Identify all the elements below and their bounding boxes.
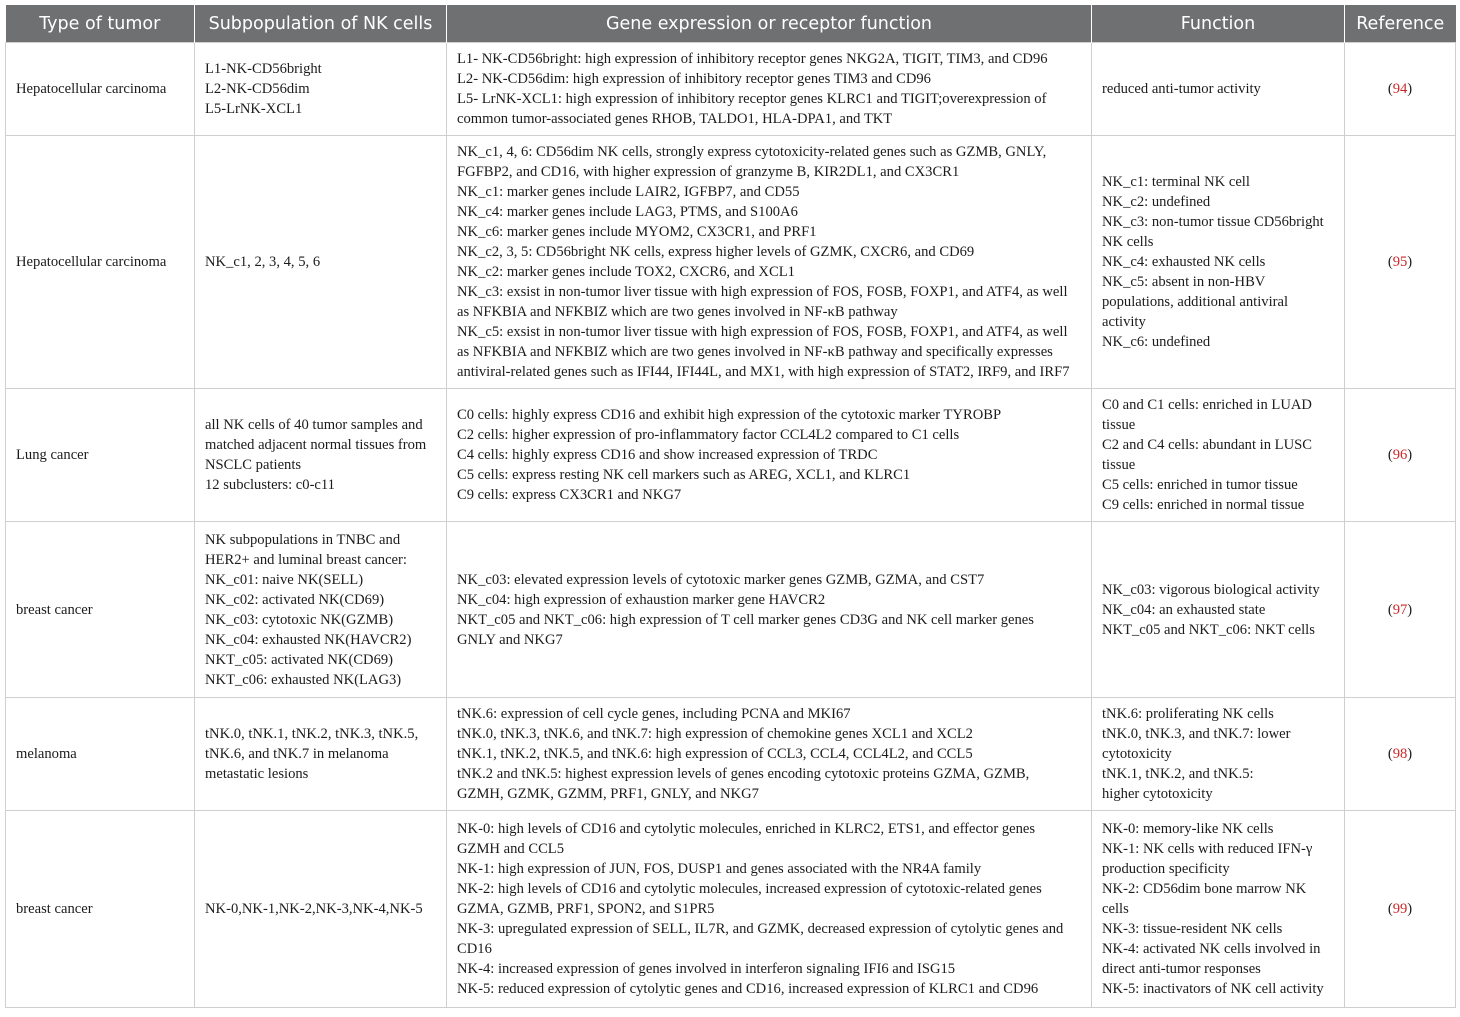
reference-link[interactable]: 94 — [1392, 81, 1408, 97]
subpopulation-line: matched adjacent normal tissues from — [205, 437, 427, 453]
header-row — [6, 5, 1456, 43]
function-line: NK_c5: absent in non-HBV — [1102, 274, 1266, 290]
function-cell — [1092, 698, 1345, 811]
gene-expression-line: NK_c5: exsist in non-tumor liver tissue with high expression of FOS, FOSB, FOXP1, and ATF4, as well — [457, 324, 1068, 340]
subpopulation-line: tNK.6, and tNK.7 in melanoma — [205, 746, 389, 762]
gene-expression-line: C5 cells: express resting NK cell markers such as AREG, XCL1, and KLRC1 — [457, 467, 911, 483]
function-line: NK_c2: undefined — [1102, 194, 1211, 210]
gene-expression-cell — [447, 389, 1092, 522]
gene-expression-line: NK_c6: marker genes include MYOM2, CX3CR1, and PRF1 — [457, 224, 817, 240]
gene-expression-line: NK-5: reduced expression of cytolytic genes and CD16, increased expression of KLRC1 and CD96 — [457, 981, 1039, 997]
gene-expression-line: common tumor-associated genes RHOB, TALDO1, HLA-DPA1, and TKT — [457, 111, 893, 127]
subpopulation-line: L1-NK-CD56bright — [205, 61, 322, 77]
reference-cell: (99) — [1345, 811, 1456, 1008]
table-row — [6, 389, 1456, 522]
gene-expression-line: NK_c3: exsist in non-tumor liver tissue with high expression of FOS, FOSB, FOXP1, and ATF4, as well — [457, 284, 1068, 300]
subpopulation-line: L5-LrNK-XCL1 — [205, 101, 303, 117]
function-line: NK-0: memory-like NK cells — [1102, 821, 1274, 837]
reference-cell: (94) — [1345, 43, 1456, 136]
gene-expression-line: GZMA, GZMB, PRF1, SPON2, and S1PR5 — [457, 901, 715, 917]
header-type-of-tumor: Type of tumor — [6, 5, 195, 43]
gene-expression-line: GZMH, GZMK, GZMM, PRF1, GNLY, and NKG7 — [457, 786, 759, 802]
function-line: populations, additional antiviral — [1102, 294, 1289, 310]
gene-expression-line: NK-2: high levels of CD16 and cytolytic molecules, increased expression of cytotoxic-related genes — [457, 881, 1042, 897]
function-line: NK_c6: undefined — [1102, 334, 1211, 350]
function-line: activity — [1102, 314, 1146, 330]
tumor-type-cell: breast cancer — [6, 811, 195, 1008]
function-line: production specificity — [1102, 861, 1230, 877]
gene-expression-line: L5- LrNK-XCL1: high expression of inhibitory receptor genes KLRC1 and TIGIT;overexpression of — [457, 91, 1047, 107]
reference-cell: (98) — [1345, 698, 1456, 811]
function-line: NK_c4: exhausted NK cells — [1102, 254, 1266, 270]
header-reference: Reference — [1345, 5, 1456, 43]
function-line: NK-1: NK cells with reduced IFN-γ — [1102, 841, 1313, 857]
gene-expression-line: tNK.0, tNK.3, tNK.6, and tNK.7: high expression of chemokine genes XCL1 and XCL2 — [457, 726, 973, 742]
table-row — [6, 522, 1456, 698]
function-cell — [1092, 43, 1345, 136]
header-gene-expression: Gene expression or receptor function — [447, 5, 1092, 43]
function-cell — [1092, 389, 1345, 522]
reference-cell: (95) — [1345, 136, 1456, 389]
subpopulation-line: L2-NK-CD56dim — [205, 81, 310, 97]
function-line: NK cells — [1102, 234, 1154, 250]
function-line: NK_c04: an exhausted state — [1102, 601, 1266, 618]
function-line: tNK.6: proliferating NK cells — [1102, 706, 1274, 722]
function-line: NK_c03: vigorous biological activity — [1102, 581, 1320, 598]
gene-expression-line: NK_c1: marker genes include LAIR2, IGFBP7, and CD55 — [457, 184, 800, 200]
gene-expression-line: C4 cells: highly express CD16 and show increased expression of TRDC — [457, 447, 878, 463]
function-line: cytotoxicity — [1102, 746, 1172, 762]
reference-cell: (96) — [1345, 389, 1456, 522]
subpopulation-line: NKT_c05: activated NK(CD69) — [205, 651, 394, 668]
subpopulation-line: NK_c04: exhausted NK(HAVCR2) — [205, 631, 412, 648]
subpopulation-cell — [195, 136, 447, 389]
gene-expression-line: tNK.1, tNK.2, tNK.5, and tNK.6: high expression of CCL3, CCL4, CCL4L2, and CCL5 — [457, 746, 973, 762]
gene-expression-cell — [447, 43, 1092, 136]
gene-expression-cell — [447, 522, 1092, 698]
subpopulation-cell — [195, 811, 447, 1008]
subpopulation-line: NK_c1, 2, 3, 4, 5, 6 — [205, 254, 321, 270]
function-line: reduced anti-tumor activity — [1102, 81, 1261, 97]
function-line: NKT_c05 and NKT_c06: NKT cells — [1102, 621, 1315, 638]
function-line: NK_c3: non-tumor tissue CD56bright — [1102, 214, 1324, 230]
subpopulation-cell — [195, 43, 447, 136]
gene-expression-line: L1- NK-CD56bright: high expression of inhibitory receptor genes NKG2A, TIGIT, TIM3, and CD96 — [457, 51, 1048, 67]
subpopulation-line: NK_c02: activated NK(CD69) — [205, 591, 385, 608]
table-container — [5, 5, 1455, 1008]
function-line: NK-2: CD56dim bone marrow NK — [1102, 881, 1307, 897]
function-line: tNK.0, tNK.3, and tNK.7: lower — [1102, 726, 1291, 742]
tumor-type-cell: Hepatocellular carcinoma — [6, 136, 195, 389]
gene-expression-line: NK_c04: high expression of exhaustion marker gene HAVCR2 — [457, 591, 826, 608]
table-row — [6, 698, 1456, 811]
gene-expression-line: NK_c4: marker genes include LAG3, PTMS, and S100A6 — [457, 204, 798, 220]
tumor-type-cell: Hepatocellular carcinoma — [6, 43, 195, 136]
subpopulation-line: tNK.0, tNK.1, tNK.2, tNK.3, tNK.5, — [205, 726, 419, 742]
function-line: direct anti-tumor responses — [1102, 961, 1261, 977]
subpopulation-line: NK_c03: cytotoxic NK(GZMB) — [205, 611, 394, 628]
subpopulation-line: NK-0,NK-1,NK-2,NK-3,NK-4,NK-5 — [205, 901, 423, 917]
gene-expression-line: tNK.2 and tNK.5: highest expression levels of genes encoding cytotoxic proteins GZMA, GZMB, — [457, 766, 1030, 782]
gene-expression-line: tNK.6: expression of cell cycle genes, including PCNA and MKI67 — [457, 706, 851, 722]
gene-expression-cell — [447, 811, 1092, 1008]
function-line: NK-5: inactivators of NK cell activity — [1102, 981, 1324, 997]
gene-expression-line: NK_c2, 3, 5: CD56bright NK cells, express higher levels of GZMK, CXCR6, and CD69 — [457, 244, 975, 260]
gene-expression-line: C0 cells: highly express CD16 and exhibit high expression of the cytotoxic marker TYROBP — [457, 407, 1002, 423]
gene-expression-line: NK_c2: marker genes include TOX2, CXCR6, and XCL1 — [457, 264, 795, 280]
gene-expression-line: NK_c1, 4, 6: CD56dim NK cells, strongly express cytotoxicity-related genes such as GZMB, GNLY, — [457, 144, 1047, 160]
tumor-type-cell: Lung cancer — [6, 389, 195, 522]
header-subpopulation: Subpopulation of NK cells — [195, 5, 447, 43]
subpopulation-cell — [195, 522, 447, 698]
subpopulation-line: NKT_c06: exhausted NK(LAG3) — [205, 671, 402, 688]
gene-expression-line: CD16 — [457, 941, 492, 957]
subpopulation-line: NK subpopulations in TNBC and — [205, 531, 401, 548]
gene-expression-cell — [447, 136, 1092, 389]
function-line: higher cytotoxicity — [1102, 786, 1213, 802]
subpopulation-line: all NK cells of 40 tumor samples and — [205, 417, 423, 433]
subpopulation-cell — [195, 389, 447, 522]
subpopulation-line: HER2+ and luminal breast cancer: — [205, 551, 407, 568]
reference-link[interactable]: 98 — [1392, 746, 1408, 762]
reference-link[interactable]: 95 — [1392, 254, 1408, 270]
gene-expression-line: GZMH and CCL5 — [457, 841, 565, 857]
gene-expression-line: GNLY and NKG7 — [457, 631, 563, 648]
function-line: NK-4: activated NK cells involved in — [1102, 941, 1321, 957]
reference-link[interactable]: 97 — [1392, 601, 1408, 618]
gene-expression-line: FGFBP2, and CD16, with higher expression of granzyme B, KIR2DL1, and CX3CR1 — [457, 164, 960, 180]
subpopulation-cell — [195, 698, 447, 811]
function-line: tissue — [1102, 457, 1136, 473]
gene-expression-line: L2- NK-CD56dim: high expression of inhibitory receptor genes TIM3 and CD96 — [457, 71, 931, 87]
function-line: C5 cells: enriched in tumor tissue — [1102, 477, 1298, 493]
function-line: tNK.1, tNK.2, and tNK.5: — [1102, 766, 1254, 782]
function-line: NK_c1: terminal NK cell — [1102, 174, 1250, 190]
function-cell — [1092, 136, 1345, 389]
function-line: C0 and C1 cells: enriched in LUAD — [1102, 397, 1312, 413]
reference-link[interactable]: 96 — [1392, 447, 1408, 463]
gene-expression-line: as NFKBIA and NFKBIZ which are two genes involved in NF-κB pathway and specifically expresses — [457, 344, 1053, 360]
gene-expression-line: NK-1: high expression of JUN, FOS, DUSP1 and genes associated with the NR4A family — [457, 861, 982, 877]
gene-expression-cell — [447, 698, 1092, 811]
function-line: C9 cells: enriched in normal tissue — [1102, 497, 1305, 513]
gene-expression-line: as NFKBIA and NFKBIZ which are two genes involved in NF-κB pathway — [457, 304, 898, 320]
function-line: C2 and C4 cells: abundant in LUSC — [1102, 437, 1312, 453]
gene-expression-line: NK_c03: elevated expression levels of cytotoxic marker genes GZMB, GZMA, and CST7 — [457, 571, 985, 588]
reference-link[interactable]: 99 — [1392, 901, 1408, 917]
gene-expression-line: NK-0: high levels of CD16 and cytolytic molecules, enriched in KLRC2, ETS1, and effector genes — [457, 821, 1036, 837]
gene-expression-line: C9 cells: express CX3CR1 and NKG7 — [457, 487, 682, 503]
subpopulation-line: NSCLC patients — [205, 457, 302, 473]
gene-expression-line: NK-4: increased expression of genes involved in interferon signaling IFI6 and ISG15 — [457, 961, 956, 977]
reference-cell: (97) — [1345, 522, 1456, 698]
subpopulation-line: NK_c01: naive NK(SELL) — [205, 571, 364, 588]
gene-expression-line: C2 cells: higher expression of pro-inflammatory factor CCL4L2 compared to C1 cells — [457, 427, 960, 443]
table-row — [6, 811, 1456, 1008]
table-row — [6, 136, 1456, 389]
nk-subpopulation-table — [5, 5, 1456, 1008]
subpopulation-line: 12 subclusters: c0-c11 — [205, 477, 335, 493]
function-line: NK-3: tissue-resident NK cells — [1102, 921, 1283, 937]
function-line: tissue — [1102, 417, 1136, 433]
gene-expression-line: NK-3: upregulated expression of SELL, IL7R, and GZMK, decreased expression of cytolytic genes and — [457, 921, 1064, 937]
gene-expression-line: antiviral-related genes such as IFI44, IFI44L, and MX1, with high expression of STAT2, IRF9, and IRF7 — [457, 364, 1070, 380]
tumor-type-cell: melanoma — [6, 698, 195, 811]
function-cell — [1092, 811, 1345, 1008]
header-function: Function — [1092, 5, 1345, 43]
gene-expression-line: NKT_c05 and NKT_c06: high expression of T cell marker genes CD3G and NK cell marker genes — [457, 611, 1034, 628]
function-line: cells — [1102, 901, 1129, 917]
subpopulation-line: metastatic lesions — [205, 766, 309, 782]
table-row — [6, 43, 1456, 136]
tumor-type-cell: breast cancer — [6, 522, 195, 698]
function-cell — [1092, 522, 1345, 698]
